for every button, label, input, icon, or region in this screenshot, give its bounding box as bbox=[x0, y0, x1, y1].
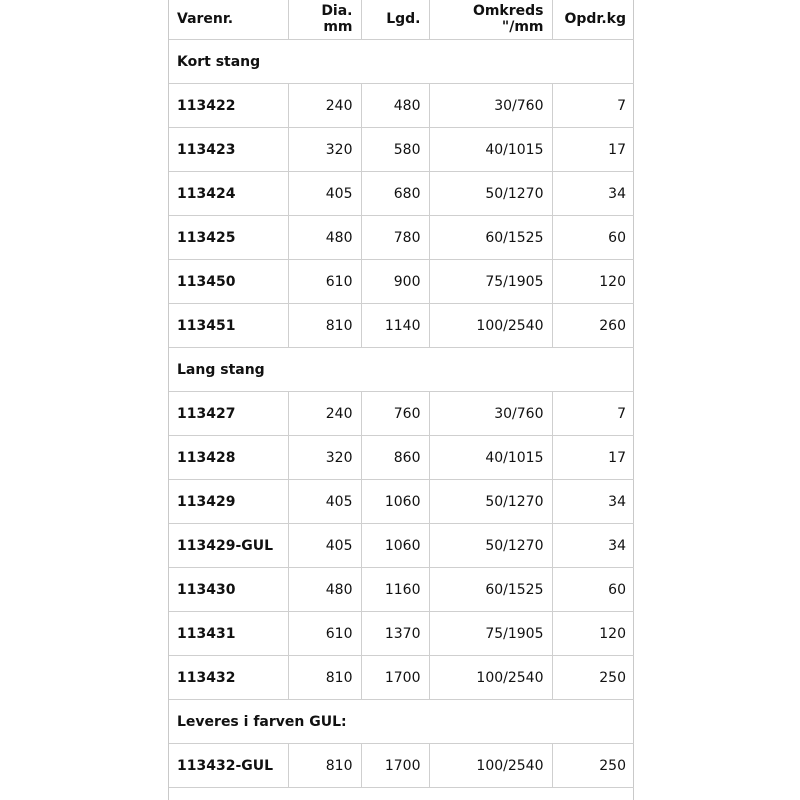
cell-diameter: 480 bbox=[288, 567, 361, 611]
cell-circumference: 50/1270 bbox=[429, 171, 552, 215]
cell-length: 860 bbox=[361, 435, 429, 479]
table-row bbox=[169, 83, 634, 127]
cell-length: 480 bbox=[361, 83, 429, 127]
cell-buoyancy: 34 bbox=[552, 523, 634, 567]
cell-varenr: 113427 bbox=[169, 391, 288, 435]
cell-length: 1700 bbox=[361, 655, 429, 699]
cell-circumference: 40/1015 bbox=[429, 127, 552, 171]
section-row bbox=[169, 699, 634, 743]
cell-varenr: 113432-GUL bbox=[169, 743, 288, 787]
cell-varenr: 113430 bbox=[169, 567, 288, 611]
cell-diameter: 610 bbox=[288, 259, 361, 303]
cell-diameter: 810 bbox=[288, 655, 361, 699]
cell-diameter: 405 bbox=[288, 171, 361, 215]
cell-circumference: 75/1905 bbox=[429, 611, 552, 655]
cell-circumference: 100/2540 bbox=[429, 655, 552, 699]
cell-buoyancy: 120 bbox=[552, 259, 634, 303]
table-row bbox=[169, 567, 634, 611]
cell-varenr: 113450 bbox=[169, 259, 288, 303]
cell-varenr: 113431 bbox=[169, 611, 288, 655]
table-row bbox=[169, 127, 634, 171]
cell-length: 1060 bbox=[361, 479, 429, 523]
cell-varenr: 113425 bbox=[169, 215, 288, 259]
product-spec-table bbox=[169, 0, 634, 788]
cell-buoyancy: 60 bbox=[552, 215, 634, 259]
section-row bbox=[169, 347, 634, 391]
cell-varenr: 113428 bbox=[169, 435, 288, 479]
cell-varenr: 113429-GUL bbox=[169, 523, 288, 567]
header-diameter: Dia. mm bbox=[288, 0, 361, 39]
cell-diameter: 610 bbox=[288, 611, 361, 655]
cell-length: 1140 bbox=[361, 303, 429, 347]
cell-buoyancy: 250 bbox=[552, 743, 634, 787]
cell-buoyancy: 17 bbox=[552, 127, 634, 171]
cell-diameter: 240 bbox=[288, 391, 361, 435]
cell-diameter: 240 bbox=[288, 83, 361, 127]
table-row bbox=[169, 611, 634, 655]
table-row bbox=[169, 743, 634, 787]
cell-diameter: 810 bbox=[288, 743, 361, 787]
cell-varenr: 113422 bbox=[169, 83, 288, 127]
cell-length: 900 bbox=[361, 259, 429, 303]
cell-circumference: 60/1525 bbox=[429, 567, 552, 611]
table-row bbox=[169, 391, 634, 435]
table-row bbox=[169, 259, 634, 303]
header-buoyancy: Opdr.kg bbox=[552, 0, 634, 39]
section-title: Kort stang bbox=[169, 39, 634, 83]
cell-buoyancy: 34 bbox=[552, 171, 634, 215]
cell-length: 1060 bbox=[361, 523, 429, 567]
cell-length: 1370 bbox=[361, 611, 429, 655]
table-row bbox=[169, 215, 634, 259]
cell-diameter: 320 bbox=[288, 435, 361, 479]
table-row bbox=[169, 303, 634, 347]
table-row bbox=[169, 435, 634, 479]
cell-buoyancy: 17 bbox=[552, 435, 634, 479]
cell-buoyancy: 7 bbox=[552, 83, 634, 127]
cell-circumference: 40/1015 bbox=[429, 435, 552, 479]
section-row bbox=[169, 39, 634, 83]
cell-circumference: 100/2540 bbox=[429, 303, 552, 347]
cell-buoyancy: 250 bbox=[552, 655, 634, 699]
table-row bbox=[169, 171, 634, 215]
section-title: Leveres i farven GUL: bbox=[169, 699, 634, 743]
cell-diameter: 405 bbox=[288, 523, 361, 567]
cell-length: 1700 bbox=[361, 743, 429, 787]
cell-diameter: 480 bbox=[288, 215, 361, 259]
cell-circumference: 50/1270 bbox=[429, 523, 552, 567]
cell-varenr: 113451 bbox=[169, 303, 288, 347]
spec-table-sheet bbox=[168, 0, 634, 800]
table-row bbox=[169, 479, 634, 523]
cell-circumference: 30/760 bbox=[429, 83, 552, 127]
header-varenr: Varenr. bbox=[169, 0, 288, 39]
table-body bbox=[169, 39, 634, 787]
cell-length: 760 bbox=[361, 391, 429, 435]
cell-buoyancy: 7 bbox=[552, 391, 634, 435]
cell-circumference: 60/1525 bbox=[429, 215, 552, 259]
cell-length: 1160 bbox=[361, 567, 429, 611]
cell-diameter: 810 bbox=[288, 303, 361, 347]
cell-buoyancy: 260 bbox=[552, 303, 634, 347]
cell-diameter: 320 bbox=[288, 127, 361, 171]
table-row bbox=[169, 523, 634, 567]
table-row bbox=[169, 655, 634, 699]
cell-length: 780 bbox=[361, 215, 429, 259]
header-length: Lgd. bbox=[361, 0, 429, 39]
cell-length: 680 bbox=[361, 171, 429, 215]
cell-varenr: 113432 bbox=[169, 655, 288, 699]
cell-circumference: 50/1270 bbox=[429, 479, 552, 523]
cell-diameter: 405 bbox=[288, 479, 361, 523]
cell-buoyancy: 60 bbox=[552, 567, 634, 611]
cell-varenr: 113423 bbox=[169, 127, 288, 171]
header-circumference: Omkreds "/mm bbox=[429, 0, 552, 39]
section-title: Lang stang bbox=[169, 347, 634, 391]
cell-varenr: 113429 bbox=[169, 479, 288, 523]
cell-circumference: 30/760 bbox=[429, 391, 552, 435]
cell-buoyancy: 120 bbox=[552, 611, 634, 655]
cell-buoyancy: 34 bbox=[552, 479, 634, 523]
cell-circumference: 75/1905 bbox=[429, 259, 552, 303]
cell-length: 580 bbox=[361, 127, 429, 171]
cell-varenr: 113424 bbox=[169, 171, 288, 215]
table-header-row bbox=[169, 0, 634, 39]
cell-circumference: 100/2540 bbox=[429, 743, 552, 787]
